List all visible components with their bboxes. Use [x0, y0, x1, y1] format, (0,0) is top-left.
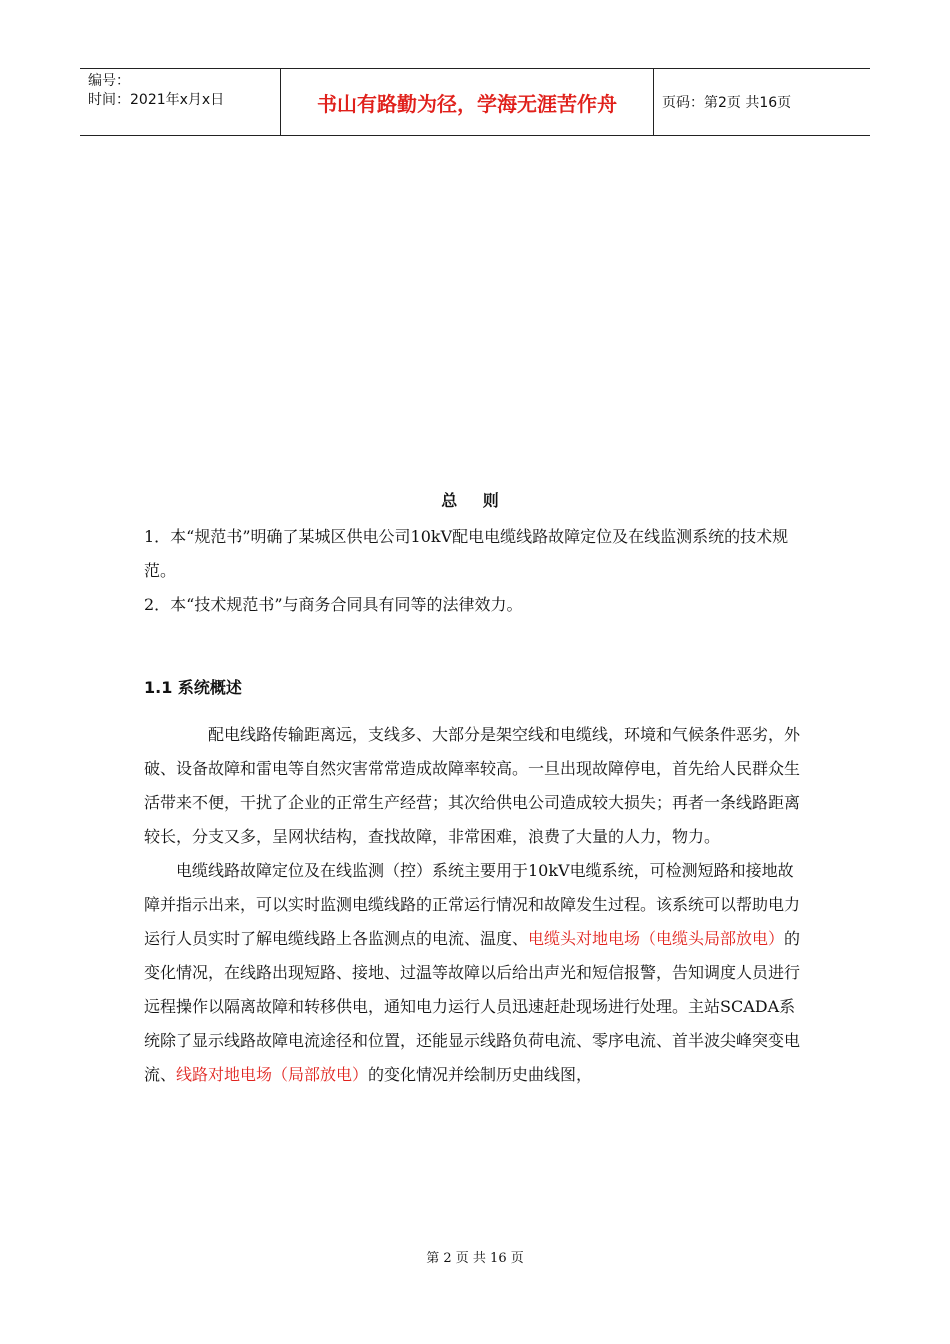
subsection-heading: 1.1 系统概述 [144, 678, 242, 697]
overview-paragraph-1: 配电线路传输距离远，支线多、大部分是架空线和电缆线，环境和气候条件恶劣，外破、设备故障和雷电等自然灾害常常造成故障率较高。一旦出现故障停电，首先给人民群众生活带来不便，干扰了企业的正常生产经营；其次给供电公司造成较大损失；再者一条线路距离较长，分支又多，呈网状结构，查找故障，非常困难，浪费了大量的人力，物力。 [144, 725, 801, 846]
paragraph2-part-a: 电缆线路故障定位及在线监测（控）系统主要用于10kV电缆系统，可检测短路和接地故障并指示出来，可以实时监测电缆线路的正常运行情况和故障发生过程。该系统可以帮助电力运行人员实时了解电缆线路上各监测点的电流、温度、 [144, 861, 801, 948]
number-label: 编号： [88, 73, 130, 89]
page-footer: 第 2 页 共 16 页 [426, 1251, 524, 1266]
subsection-body [144, 718, 804, 1092]
general-item-2: 2．本“技术规范书”与商务合同具有同等的法律效力。 [144, 595, 523, 614]
section-title: 总 则 [441, 491, 509, 510]
general-item-1: 1．本“规范书”明确了某城区供电公司10kV配电电缆线路故障定位及在线监测系统的技术规范。 [144, 527, 789, 580]
time-label: 时间：2021年x月x日 [88, 92, 225, 108]
paragraph2-red-term-2: 线路对地电场（局部放电） [176, 1065, 369, 1084]
header-motto: 书山有路勤为径，学海无涯苦作舟 [281, 69, 654, 135]
paragraph2-red-term-1: 电缆头对地电场（电缆头局部放电） [528, 929, 785, 948]
overview-paragraph-2 [144, 854, 804, 1092]
header-table [80, 68, 870, 136]
header-page-label: 页码：第2页 共16页 [662, 95, 792, 111]
general-items [144, 520, 804, 622]
paragraph2-part-c: 的变化情况并绘制历史曲线图， [368, 1065, 593, 1084]
paragraph2-part-b: 的变化情况，在线路出现短路、接地、过温等故障以后给出声光和短信报警，告知调度人员进行远程操作以隔离故障和转移供电，通知电力运行人员迅速赶赴现场进行处理。主站SCADA系统除了显示线路故障电流途径和位置，还能显示线路负荷电流、零序电流、首半波尖峰突变电流、 [144, 929, 801, 1084]
header-meta-cell [80, 69, 281, 135]
